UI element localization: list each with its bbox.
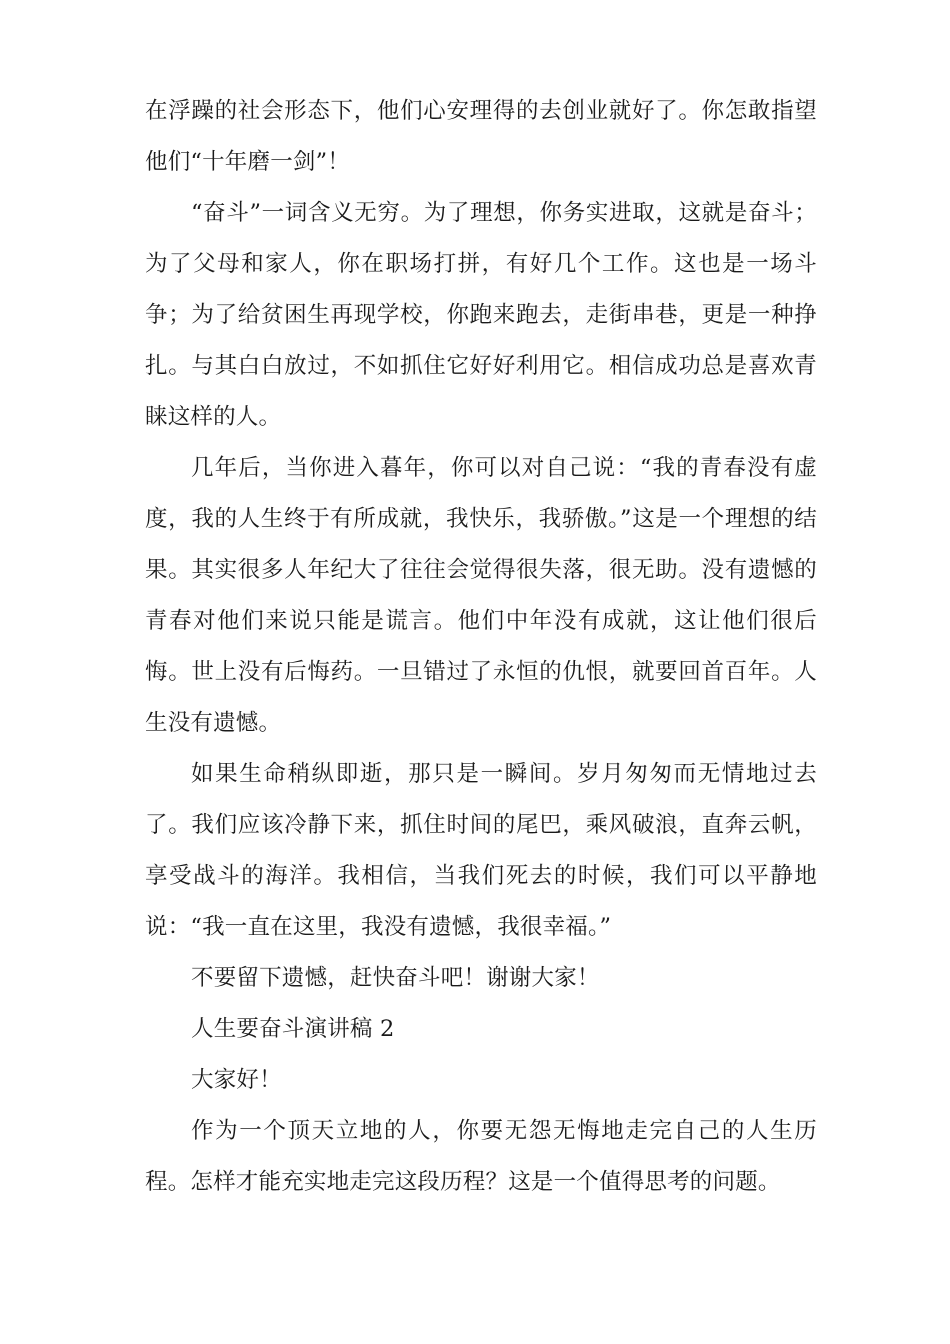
paragraph-6: 大家好！	[191, 1067, 282, 1093]
document-page	[145, 86, 817, 1208]
paragraph-5: 不要留下遗憾，赶快奋斗吧！谢谢大家！	[191, 965, 600, 991]
paragraph-7: 作为一个顶天立地的人，你要无怨无悔地走完自己的人生历程。怎样才能充实地走完这段历程？这是一个值得思考的问题。	[145, 1118, 817, 1195]
paragraph-2: “奋斗”一词含义无穷。为了理想，你务实进取，这就是奋斗；为了父母和家人，你在职场打拼，有好几个工作。这也是一场斗争；为了给贫困生再现学校，你跑来跑去，走街串巷，更是一种挣扎。与其白白放过，不如抓住它好好利用它。相信成功总是喜欢青睐这样的人。	[145, 200, 817, 430]
section-title: 人生要奋斗演讲稿 2	[191, 1016, 395, 1042]
paragraph-4: 如果生命稍纵即逝，那只是一瞬间。岁月匆匆而无情地过去了。我们应该冷静下来，抓住时间的尾巴，乘风破浪，直奔云帆，享受战斗的海洋。我相信，当我们死去的时候，我们可以平静地说：“我一直在这里，我没有遗憾，我很幸福。”	[145, 761, 817, 940]
paragraph-1: 在浮躁的社会形态下，他们心安理得的去创业就好了。你怎敢指望他们“十年磨一剑”！	[145, 98, 817, 175]
paragraph-3: 几年后，当你进入暮年，你可以对自己说：“我的青春没有虚度，我的人生终于有所成就，我快乐，我骄傲。”这是一个理想的结果。其实很多人年纪大了往往会觉得很失落，很无助。没有遗憾的青春对他们来说只能是谎言。他们中年没有成就，这让他们很后悔。世上没有后悔药。一旦错过了永恒的仇恨，就要回首百年。人生没有遗憾。	[145, 455, 817, 736]
